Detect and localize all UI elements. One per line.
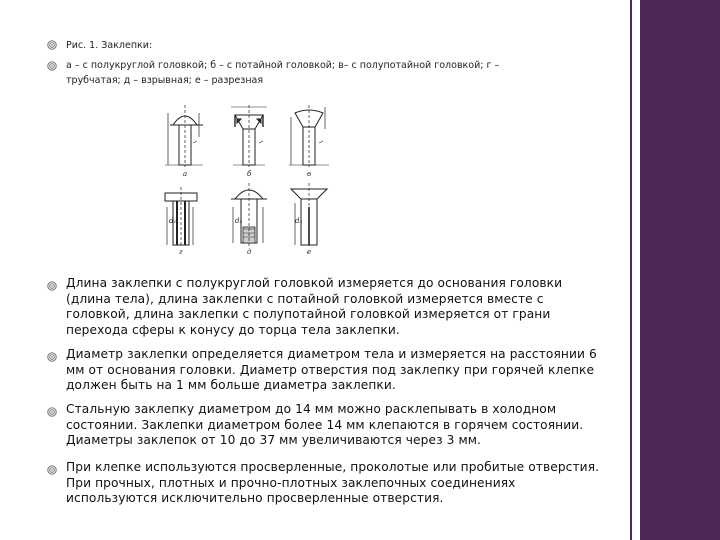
panel-letter-g: г [179, 248, 183, 255]
target-bullet-icon [47, 407, 57, 417]
text-line: перехода сферы к конусу до торца тела заклепки. [66, 323, 400, 338]
accent-line [630, 0, 632, 540]
rivet-drawings [163, 103, 350, 255]
panel-letter-a: а [183, 170, 188, 178]
text-line: При клепке используются просверленные, проколотые или пробитые отверстия. [66, 460, 600, 474]
text-line: состоянии. Заклепки диаметром более 14 мм клепаются в горячем состоянии. [66, 417, 584, 432]
text-line: головкой, длина заклепки с полупотайной головкой измеряется от грани [66, 307, 551, 322]
figure-caption: Рис. 1. Заклепки: [66, 40, 153, 51]
panel-letter-b: б [247, 170, 252, 178]
rivet-a [165, 105, 203, 167]
target-bullet-icon [47, 40, 57, 50]
rivet-e [291, 183, 327, 247]
text-line: должен быть на 1 мм больше диаметра заклепки. [66, 378, 396, 393]
figure-legend [66, 58, 606, 88]
text-line: (длина тела), длина заклепки с потайной головкой измеряется вместе с [66, 291, 544, 306]
rivet-v [289, 105, 329, 167]
paragraph-cold-riveting [66, 402, 611, 449]
text-line: При прочных, плотных и прочно-плотных заклепочных соединениях [66, 475, 516, 490]
target-bullet-icon [47, 465, 57, 475]
paragraph-holes [66, 460, 611, 507]
panel-letter-d: д [247, 248, 252, 255]
legend-line: а – с полукруглой головкой; б – с потайной головкой; в– с полупотайной головкой; г – [66, 60, 500, 71]
rivet-b [231, 105, 267, 167]
paragraph-rivet-diameter [66, 347, 611, 394]
legend-line: трубчатая; д – взрывная; е – разрезная [66, 75, 264, 86]
text-line: используются исключительно просверленные отверстия. [66, 491, 444, 506]
text-line: мм от основания головки. Диаметр отверстия под заклепку при горячей клепке [66, 362, 595, 377]
text-line: Диаметр заклепки определяется диаметром тела и измеряется на расстоянии 6 [66, 347, 597, 361]
dim-label-d1: d₁ [169, 217, 177, 225]
target-bullet-icon [47, 61, 57, 71]
text-line: Диаметры заклепок от 10 до 37 мм увеличиваются через 3 мм. [66, 433, 482, 448]
text-line: Стальную заклепку диаметром до 14 мм можно расклепывать в холодном [66, 402, 557, 416]
rivet-figure [163, 103, 350, 255]
panel-letter-v: в [307, 170, 312, 178]
dim-label-d3: d₃ [295, 217, 303, 225]
target-bullet-icon [47, 352, 57, 362]
rivet-d [231, 183, 267, 247]
dim-label-d2: d₂ [235, 217, 243, 225]
panel-letter-e: е [307, 248, 312, 255]
accent-band [640, 0, 720, 540]
text-line: Длина заклепки с полукруглой головкой измеряется до основания головки [66, 276, 563, 290]
paragraph-rivet-length [66, 276, 611, 339]
target-bullet-icon [47, 281, 57, 291]
